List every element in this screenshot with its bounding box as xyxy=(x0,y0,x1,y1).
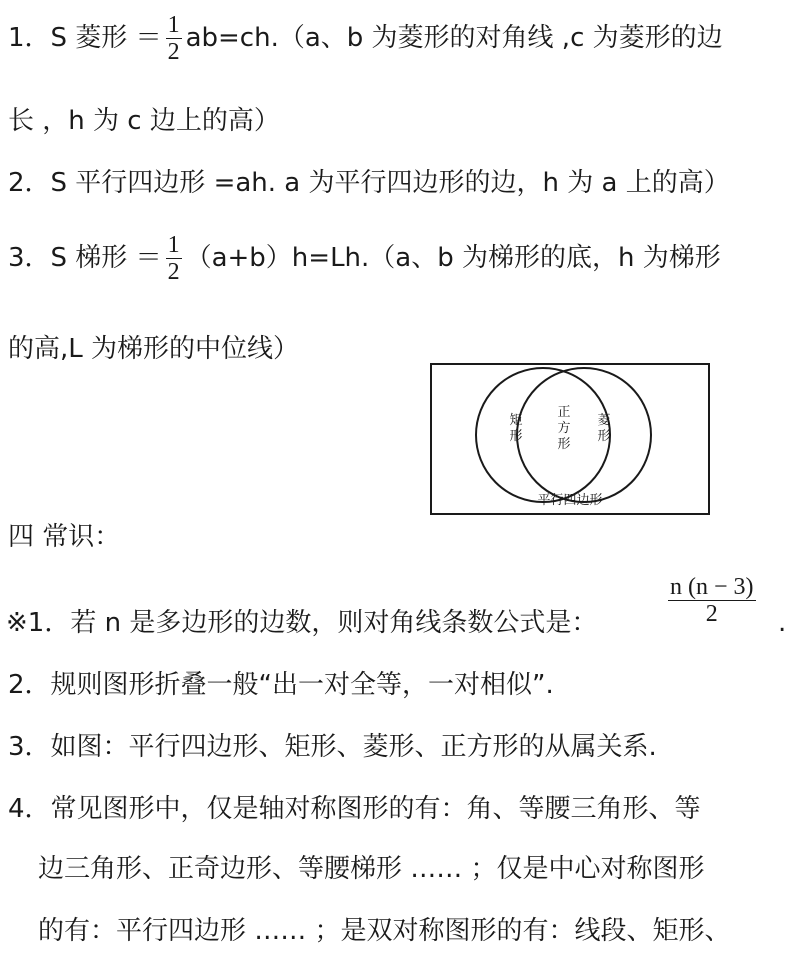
rule-1-continuation: 长 ，h 为 c 边上的高） xyxy=(8,106,280,136)
common-item-3: 3．如图：平行四边形、矩形、菱形、正方形的从属关系. xyxy=(8,732,657,762)
rule-1-frac-denominator: 2 xyxy=(167,39,180,65)
rule-1-rest: ab=ch.（a、b 为菱形的对角线 ,c 为菱形的边 xyxy=(185,23,723,53)
venn-label-square: 正 方 形 xyxy=(557,405,571,452)
common-item-2: 2．规则图形折叠一般“出一对全等，一对相似”. xyxy=(8,670,554,700)
rule-1-prefix: 1．S 菱形 ＝ xyxy=(8,23,162,53)
rule-1-line xyxy=(8,12,723,65)
common-item-4-line-3: 的有：平行四边形 …… ；是双对称图形的有：线段、矩形、 xyxy=(38,916,731,946)
common-item-1-frac-numerator: n (n − 3) xyxy=(670,574,754,600)
section-heading: 四 常识： xyxy=(8,522,121,552)
common-item-4-line-2: 边三角形、正奇边形、等腰梯形 …… ；仅是中心对称图形 xyxy=(38,854,705,884)
venn-circle-right xyxy=(517,368,651,502)
common-item-1-text: ※1．若 n 是多边形的边数，则对角线条数公式是： xyxy=(6,608,598,638)
rule-3-rest: （a+b）h=Lh.（a、b 为梯形的底，h 为梯形 xyxy=(185,243,721,273)
rule-1-fraction xyxy=(166,12,182,65)
venn-diagram xyxy=(430,363,710,515)
venn-label-rhombus: 菱 形 xyxy=(597,413,611,444)
venn-label-parallelogram: 平行四边形 xyxy=(537,493,603,508)
common-item-4-line-1: 4．常见图形中，仅是轴对称图形的有：角、等腰三角形、等 xyxy=(8,794,701,824)
venn-label-rectangle: 矩 形 xyxy=(509,413,523,444)
venn-circle-left xyxy=(476,368,610,502)
rule-3-frac-denominator: 2 xyxy=(167,259,180,285)
rule-3-continuation: 的高,L 为梯形的中位线） xyxy=(8,334,300,364)
rule-3-frac-numerator: 1 xyxy=(167,232,180,258)
common-item-1-frac-denominator: 2 xyxy=(705,601,718,627)
rule-3-fraction xyxy=(166,232,182,285)
common-item-1-period: . xyxy=(778,608,787,638)
common-item-1-fraction xyxy=(668,574,756,627)
rule-3-prefix: 3．S 梯形 ＝ xyxy=(8,243,162,273)
rule-1-frac-numerator: 1 xyxy=(167,12,180,38)
rule-3-line xyxy=(8,232,721,285)
rule-2-line: 2．S 平行四边形 =ah. a 为平行四边形的边，h 为 a 上的高） xyxy=(8,168,730,198)
